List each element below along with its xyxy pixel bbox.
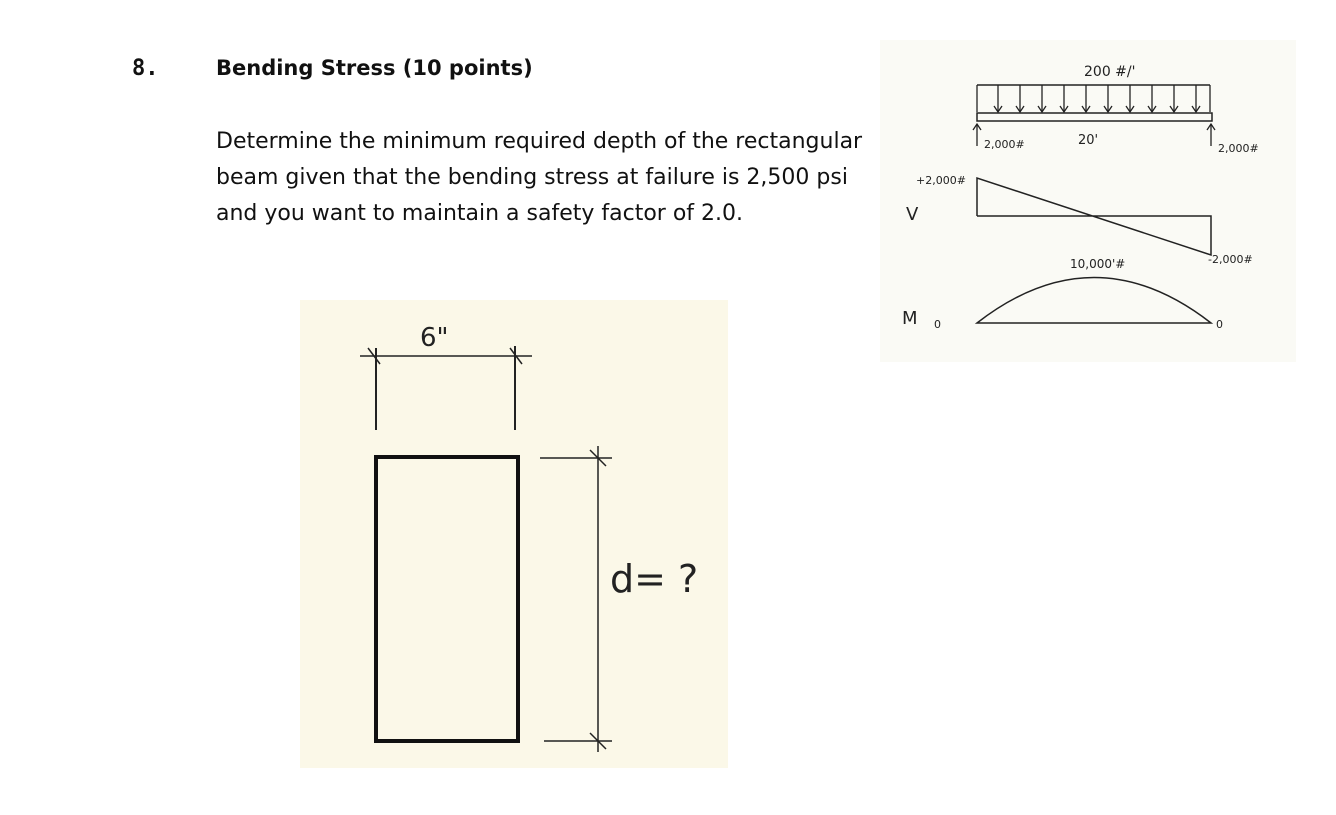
section-drawing [300, 300, 728, 768]
moment-right-zero: 0 [1216, 318, 1223, 331]
left-reaction-label: 2,000# [984, 138, 1025, 151]
beam-sketch [880, 40, 1296, 362]
beam-member [977, 113, 1212, 121]
moment-diagram [977, 278, 1211, 324]
shear-min-label: -2,000# [1208, 253, 1253, 266]
load-arrows [977, 85, 1210, 112]
beam-diagram [880, 40, 1296, 362]
load-label: 200 #/' [1084, 64, 1136, 80]
question-body: Determine the minimum required depth of the rectangular beam given that the bending stress at failure is 2,500 psi and you want to maintain a safety factor of 2.0. [216, 129, 863, 226]
shear-diagram [977, 178, 1211, 255]
beam-cross-section [376, 457, 518, 741]
moment-left-zero: 0 [934, 318, 941, 331]
depth-label: d= ? [610, 557, 699, 601]
right-reaction-label: 2,000# [1218, 142, 1259, 155]
width-label: 6" [420, 323, 449, 353]
shear-max-label: +2,000# [916, 174, 966, 187]
moment-max-label: 10,000'# [1070, 257, 1126, 271]
question-title: Bending Stress (10 points) [216, 56, 533, 80]
span-label: 20' [1078, 133, 1099, 148]
question-number: 8. [132, 56, 159, 81]
section-sketch [300, 300, 728, 768]
moment-diagram-label: M [902, 308, 918, 329]
shear-diagram-label: V [906, 204, 919, 225]
